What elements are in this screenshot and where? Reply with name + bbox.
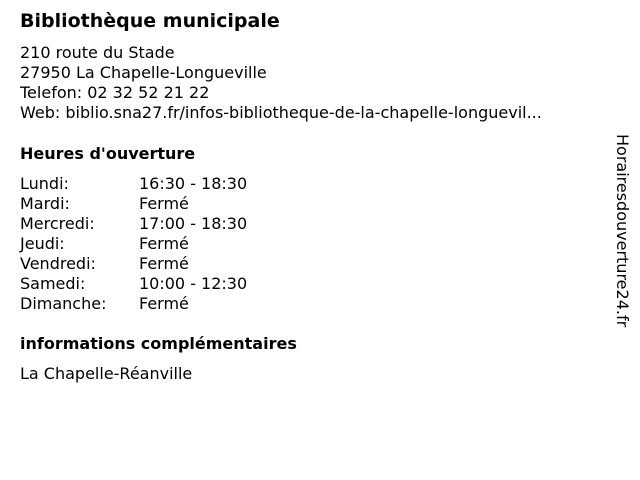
time-value: Fermé bbox=[139, 294, 189, 313]
hours-row-tuesday bbox=[20, 194, 247, 214]
phone-number: Telefon: 02 32 52 21 22 bbox=[20, 83, 210, 102]
hours-table bbox=[20, 174, 247, 314]
time-value: Fermé bbox=[139, 194, 189, 213]
address-street: 210 route du Stade bbox=[20, 43, 175, 62]
day-label: Dimanche: bbox=[20, 294, 107, 313]
day-label: Mardi: bbox=[20, 194, 70, 213]
site-watermark: Horairesdouverture24.fr bbox=[613, 134, 632, 328]
hours-row-thursday bbox=[20, 234, 247, 254]
day-label: Mercredi: bbox=[20, 214, 95, 233]
hours-row-wednesday bbox=[20, 214, 247, 234]
time-value: Fermé bbox=[139, 254, 189, 273]
hours-row-sunday bbox=[20, 294, 247, 314]
page-title: Bibliothèque municipale bbox=[20, 10, 280, 32]
info-heading: informations complémentaires bbox=[20, 334, 297, 353]
info-text: La Chapelle-Réanville bbox=[20, 364, 193, 383]
time-value: 10:00 - 12:30 bbox=[139, 274, 248, 293]
hours-heading: Heures d'ouverture bbox=[20, 144, 196, 163]
hours-row-friday bbox=[20, 254, 247, 274]
time-value: 17:00 - 18:30 bbox=[139, 214, 248, 233]
address-city: 27950 La Chapelle-Longueville bbox=[20, 63, 267, 82]
day-label: Samedi: bbox=[20, 274, 86, 293]
time-value: 16:30 - 18:30 bbox=[139, 174, 248, 193]
hours-row-saturday bbox=[20, 274, 247, 294]
day-label: Lundi: bbox=[20, 174, 69, 193]
time-value: Fermé bbox=[139, 234, 189, 253]
address-block bbox=[20, 43, 600, 123]
website-link[interactable]: Web: biblio.sna27.fr/infos-bibliotheque-de-la-chapelle-longuevil... bbox=[20, 103, 542, 122]
day-label: Vendredi: bbox=[20, 254, 96, 273]
hours-row-monday bbox=[20, 174, 247, 194]
day-label: Jeudi: bbox=[20, 234, 65, 253]
